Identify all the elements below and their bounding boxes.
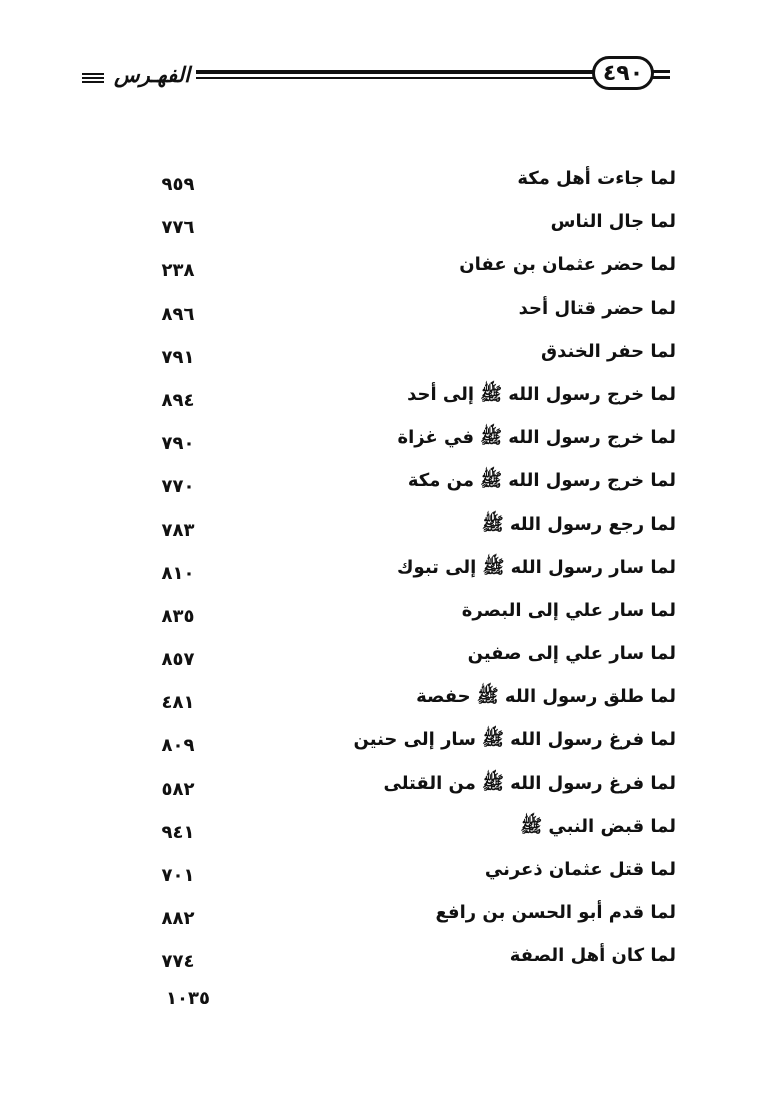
index-entry [0,506,768,549]
entry-text: لما جال الناس [550,211,676,233]
entry-page-number: ٧٠١ [161,865,195,886]
entry-text: لما حضر عثمان بن عفان [459,254,676,276]
header-rule [196,70,601,79]
entry-text: لما خرج رسول الله ﷺ في غزاة [397,427,676,449]
entry-text: لما خرج رسول الله ﷺ إلى أحد [407,383,676,405]
index-entry [0,376,768,419]
index-entry [0,246,768,289]
index-entry [0,721,768,764]
entry-text: لما سار رسول الله ﷺ إلى تبوك [397,556,676,578]
entry-text: لما سار علي إلى البصرة [461,599,676,621]
entry-text: لما حفر الخندق [541,340,676,362]
index-entry [0,937,768,980]
entry-page-number: ٨٣٥ [161,605,195,627]
entry-page-number: ٧٨٣ [161,519,195,541]
page-number: ٤٩٠ [592,56,654,90]
entry-text: لما جاءت أهل مكة [517,168,676,189]
entry-page-number: ٩٥٩ [161,174,195,195]
section-title: الفهـرس [114,63,190,87]
index-list [0,160,768,981]
index-entry [0,290,768,333]
entry-text: لما طلق رسول الله ﷺ حفصة [416,686,676,708]
index-entry [0,808,768,851]
entry-page-number: ٤٨١ [161,692,195,714]
index-entry [0,419,768,462]
entry-text: لما سار علي إلى صفين [467,643,676,665]
header-rule-end [652,70,670,79]
entry-text: لما قدم أبو الحسن بن رافع [435,902,676,924]
entry-page-number: ٨٠٩ [161,735,195,757]
entry-text: لما كان أهل الصفة [509,945,676,967]
entry-page-number: ٨٩٤ [161,389,195,411]
entry-page-number: ٧٧٦ [161,217,195,239]
index-entry [0,549,768,592]
entry-text: لما رجع رسول الله ﷺ [481,513,676,535]
entry-page-number: ٢٣٨ [161,260,195,282]
index-entry [0,851,768,894]
entry-text: لما قبض النبي ﷺ [520,815,676,837]
entry-page-number: ٥٨٢ [161,778,195,800]
page-header [0,0,768,110]
entry-page-number: ٧٩٠ [161,433,195,455]
index-entry [0,592,768,635]
entry-page-number: ٩٤١ [161,821,195,843]
entry-text: لما حضر قتال أحد [518,297,676,319]
entry-page-number: ٧٩١ [161,346,195,368]
header-ornament [82,73,104,83]
index-entry [0,765,768,808]
entry-text: لما قتل عثمان ذعرني [484,859,676,880]
index-entry [0,462,768,505]
entry-page-number: ٧٧٤ [161,951,195,973]
index-entry [0,894,768,937]
entry-text: لما خرج رسول الله ﷺ من مكة [407,470,676,492]
trailing-page-number: ١٠٣٥ [166,988,210,1009]
entry-page-number: ٧٧٠ [161,476,195,498]
entry-page-number: ٨١٠ [161,562,195,584]
entry-page-number: ٨٨٢ [161,908,195,930]
index-entry [0,160,768,203]
entry-page-number: ٨٥٧ [161,649,195,671]
entry-text: لما فرغ رسول الله ﷺ من القتلى [383,772,676,794]
index-entry [0,678,768,721]
index-entry [0,333,768,376]
entry-text: لما فرغ رسول الله ﷺ سار إلى حنين [353,729,676,751]
index-entry [0,635,768,678]
entry-page-number: ٨٩٦ [161,303,195,325]
index-entry [0,203,768,246]
